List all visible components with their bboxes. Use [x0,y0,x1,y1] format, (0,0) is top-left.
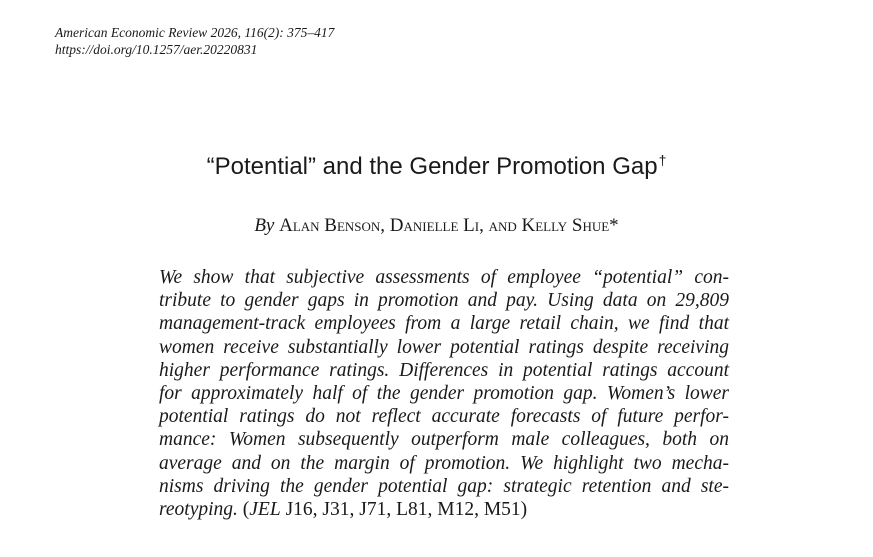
doi-link[interactable]: https://doi.org/10.1257/aer.20220831 [55,42,258,57]
title-footnote-marker[interactable]: † [658,152,667,168]
abstract-last-text: reotyping. [159,499,238,521]
author-line [0,214,873,238]
abstract-line: higher performance ratings. Differences in potential ratings account [159,359,729,381]
abstract-line: nisms driving the gender potential gap: strategic retention and ste- [159,475,729,497]
author-footnote-marker[interactable]: * [609,215,619,236]
abstract-line: average and on the margin of promotion. We highlight two mecha- [159,452,729,474]
jel-open-paren: ( [242,499,250,521]
abstract-line: tribute to gender gaps in promotion and pay. Using data on 29,809 [159,290,729,312]
abstract-line: women receive substantially lower potential ratings despite receiving [159,336,729,358]
author-by: By [254,215,275,236]
paper-title [0,152,873,182]
abstract-line: potential ratings do not reflect accurate forecasts of future perfor- [159,406,729,428]
paper-title-text: “Potential” and the Gender Promotion Gap [206,153,658,180]
abstract-last-line [159,498,729,521]
author-names: Alan Benson, Danielle Li, and Kelly Shue [279,215,610,236]
abstract [159,266,729,521]
jel-label: JEL [249,499,281,521]
abstract-line: management-track employees from a large retail chain, we find that [159,313,729,335]
abstract-line: for approximately half of the gender promotion gap. Women’s lower [159,383,729,405]
abstract-line: We show that subjective assessments of employee “potential” con- [159,267,729,288]
abstract-line: mance: Women subsequently outperform male colleagues, both on [159,429,729,451]
jel-codes [243,499,527,520]
journal-citation: American Economic Review 2026, 116(2): 375–417 [55,25,335,40]
jel-code-list: J16, J31, J71, L81, M12, M51) [285,499,528,521]
journal-header [55,24,334,58]
